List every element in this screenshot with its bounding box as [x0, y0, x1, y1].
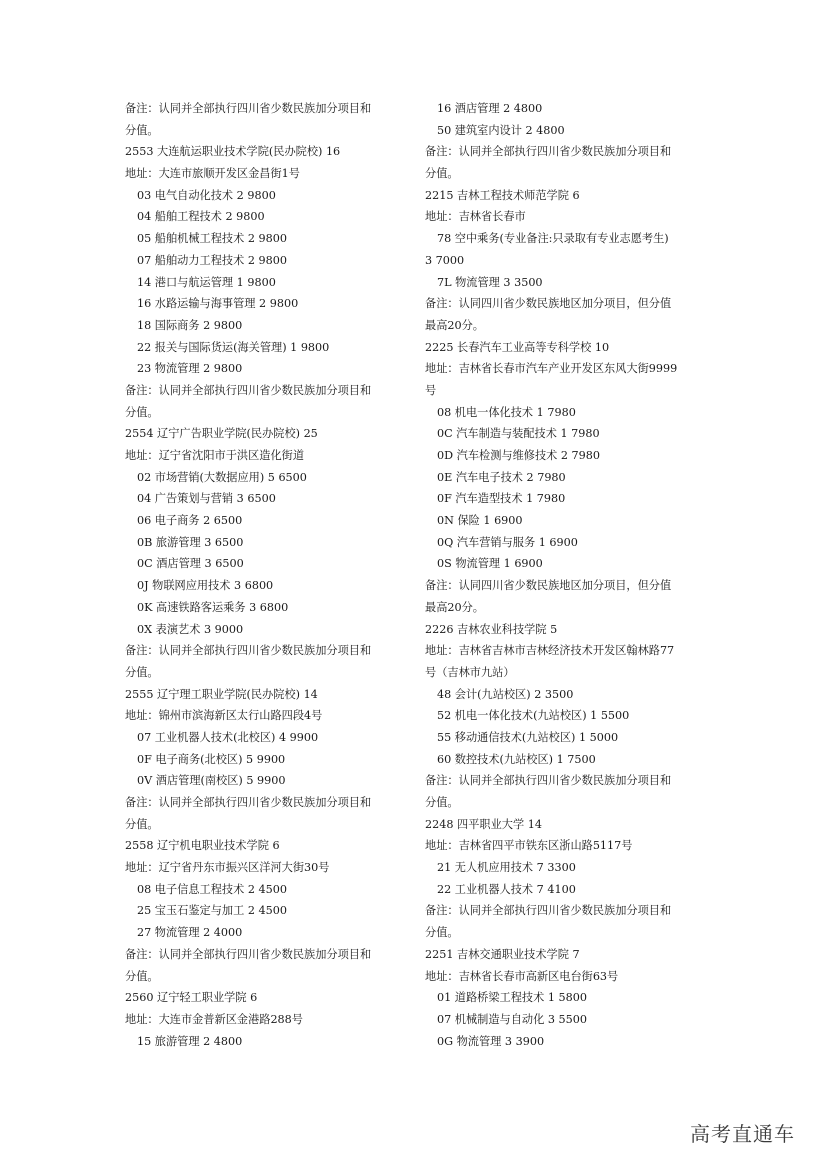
- text-line: 2251 吉林交通职业技术学院 7: [425, 947, 580, 961]
- program-line: 78 空中乘务(专业备注:只录取有专业志愿考生): [437, 232, 669, 246]
- program-line: 22 工业机器人技术 7 4100: [437, 882, 576, 896]
- program-line: 16 酒店管理 2 4800: [437, 102, 543, 115]
- program-line: 7L 物流管理 3 3500: [437, 275, 543, 289]
- program-line: 18 国际商务 2 9800: [137, 318, 243, 332]
- text-line: 2225 长春汽车工业高等专科学校 10: [425, 340, 610, 354]
- text-line: 2558 辽宁机电职业技术学院 6: [125, 839, 280, 853]
- text-line: 分值。: [425, 926, 459, 940]
- program-line: 16 水路运输与海事管理 2 9800: [137, 297, 299, 311]
- text-line: 2555 辽宁理工职业学院(民办院校) 14: [125, 687, 318, 701]
- program-line: 0J 物联网应用技术 3 6800: [137, 579, 274, 593]
- text-line: 备注：认同并全部执行四川省少数民族加分项目和: [125, 102, 372, 115]
- text-line: 备注：认同并全部执行四川省少数民族加分项目和: [125, 796, 372, 809]
- program-line: 27 物流管理 2 4000: [137, 926, 243, 940]
- program-line: 08 电子信息工程技术 2 4500: [137, 882, 287, 896]
- text-line: 2215 吉林工程技术师范学院 6: [425, 188, 580, 202]
- program-line: 02 市场营销(大数据应用) 5 6500: [137, 470, 307, 484]
- program-line: 0C 酒店管理 3 6500: [137, 557, 244, 571]
- text-line: 2553 大连航运职业技术学院(民办院校) 16: [125, 145, 341, 159]
- text-line: 备注：认同并全部执行四川省少数民族加分项目和: [125, 947, 372, 961]
- program-line: 60 数控技术(九站校区) 1 7500: [437, 752, 596, 766]
- program-line: 0B 旅游管理 3 6500: [137, 535, 244, 549]
- program-line: 50 建筑室内设计 2 4800: [437, 123, 565, 137]
- program-line: 08 机电一体化技术 1 7980: [437, 405, 576, 419]
- program-line: 0Q 汽车营销与服务 1 6900: [437, 535, 578, 549]
- program-line: 06 电子商务 2 6500: [137, 514, 243, 528]
- program-line: 07 工业机器人技术(北校区) 4 9900: [137, 730, 319, 744]
- text-line: 2560 辽宁轻工职业学院 6: [125, 991, 258, 1005]
- program-line: 55 移动通信技术(九站校区) 1 5000: [437, 730, 619, 744]
- program-line: 04 广告策划与营销 3 6500: [137, 492, 276, 506]
- text-line: 分值。: [125, 665, 159, 679]
- program-line: 01 道路桥梁工程技术 1 5800: [437, 991, 587, 1005]
- text-line: 地址：锦州市滨海新区太行山路四段4号: [125, 709, 323, 723]
- program-line: 0C 汽车制造与装配技术 1 7980: [437, 427, 600, 441]
- text-line: 备注：认同并全部执行四川省少数民族加分项目和: [425, 904, 672, 918]
- text-line: 地址：大连市旅顺开发区金昌街1号: [125, 167, 300, 181]
- text-line: 备注：认同四川省少数民族地区加分项目，但分值: [425, 579, 672, 593]
- program-line: 48 会计(九站校区) 2 3500: [437, 687, 574, 701]
- program-line: 05 船舶机械工程技术 2 9800: [137, 232, 287, 246]
- text-line: 2554 辽宁广告职业学院(民办院校) 25: [125, 427, 318, 441]
- right-column: [425, 98, 715, 1052]
- program-line: 25 宝玉石鉴定与加工 2 4500: [137, 904, 287, 918]
- text-line: 备注：认同四川省少数民族地区加分项目，但分值: [425, 297, 672, 311]
- text-line: 地址：吉林省长春市汽车产业开发区东风大街9999: [425, 362, 678, 376]
- program-line: 14 港口与航运管理 1 9800: [137, 275, 276, 289]
- text-line: 地址：辽宁省丹东市振兴区洋河大街30号: [125, 861, 330, 875]
- text-line: 最高20分。: [425, 318, 484, 332]
- program-line: 03 电气自动化技术 2 9800: [137, 188, 276, 202]
- text-line: 号: [425, 383, 437, 397]
- text-line: 地址：辽宁省沈阳市于洪区造化街道: [125, 449, 305, 462]
- text-line: 分值。: [125, 969, 159, 983]
- program-line: 0F 汽车造型技术 1 7980: [437, 492, 566, 506]
- text-line: 分值。: [125, 123, 159, 137]
- text-line: 分值。: [125, 405, 159, 419]
- program-line: 0N 保险 1 6900: [437, 514, 523, 528]
- text-line: 号（吉林市九站）: [425, 665, 515, 679]
- program-line: 15 旅游管理 2 4800: [137, 1034, 243, 1048]
- program-line: 23 物流管理 2 9800: [137, 362, 243, 376]
- text-line: 2226 吉林农业科技学院 5: [425, 622, 558, 636]
- program-line: 04 船舶工程技术 2 9800: [137, 210, 265, 224]
- program-line: 0F 电子商务(北校区) 5 9900: [137, 752, 286, 766]
- program-line: 0S 物流管理 1 6900: [437, 557, 543, 571]
- text-line: 地址：吉林省长春市: [425, 210, 526, 224]
- program-line: 0D 汽车检测与维修技术 2 7980: [437, 449, 601, 462]
- program-line: 21 无人机应用技术 7 3300: [437, 861, 576, 875]
- watermark: 高考直通车: [690, 1122, 795, 1146]
- text-line: 2248 四平职业大学 14: [425, 817, 542, 831]
- text-line: 备注：认同并全部执行四川省少数民族加分项目和: [125, 383, 372, 397]
- program-line: 0G 物流管理 3 3900: [437, 1034, 545, 1048]
- text-line: 3 7000: [425, 253, 465, 267]
- left-column: [125, 98, 410, 1052]
- program-line: 0V 酒店管理(南校区) 5 9900: [137, 774, 286, 788]
- program-line: 22 报关与国际货运(海关管理) 1 9800: [137, 340, 330, 354]
- text-line: 备注：认同并全部执行四川省少数民族加分项目和: [425, 145, 672, 159]
- program-line: 07 机械制造与自动化 3 5500: [437, 1012, 587, 1026]
- text-line: 分值。: [425, 167, 459, 181]
- text-line: 分值。: [425, 796, 459, 809]
- text-line: 备注：认同并全部执行四川省少数民族加分项目和: [425, 774, 672, 788]
- text-line: 地址：吉林省长春市高新区电台街63号: [425, 969, 619, 983]
- program-line: 0X 表演艺术 3 9000: [137, 622, 244, 636]
- text-line: 备注：认同并全部执行四川省少数民族加分项目和: [125, 644, 372, 658]
- text-line: 地址：大连市金普新区金港路288号: [125, 1012, 303, 1026]
- text-line: 分值。: [125, 817, 159, 831]
- program-line: 0E 汽车电子技术 2 7980: [437, 470, 566, 484]
- text-line: 最高20分。: [425, 600, 484, 614]
- program-line: 0K 高速铁路客运乘务 3 6800: [137, 600, 289, 614]
- program-line: 07 船舶动力工程技术 2 9800: [137, 253, 287, 267]
- text-line: 地址：吉林省四平市铁东区浙山路5117号: [425, 839, 633, 853]
- program-line: 52 机电一体化技术(九站校区) 1 5500: [437, 709, 630, 723]
- text-line: 地址：吉林省吉林市吉林经济技术开发区翰林路77: [425, 644, 675, 658]
